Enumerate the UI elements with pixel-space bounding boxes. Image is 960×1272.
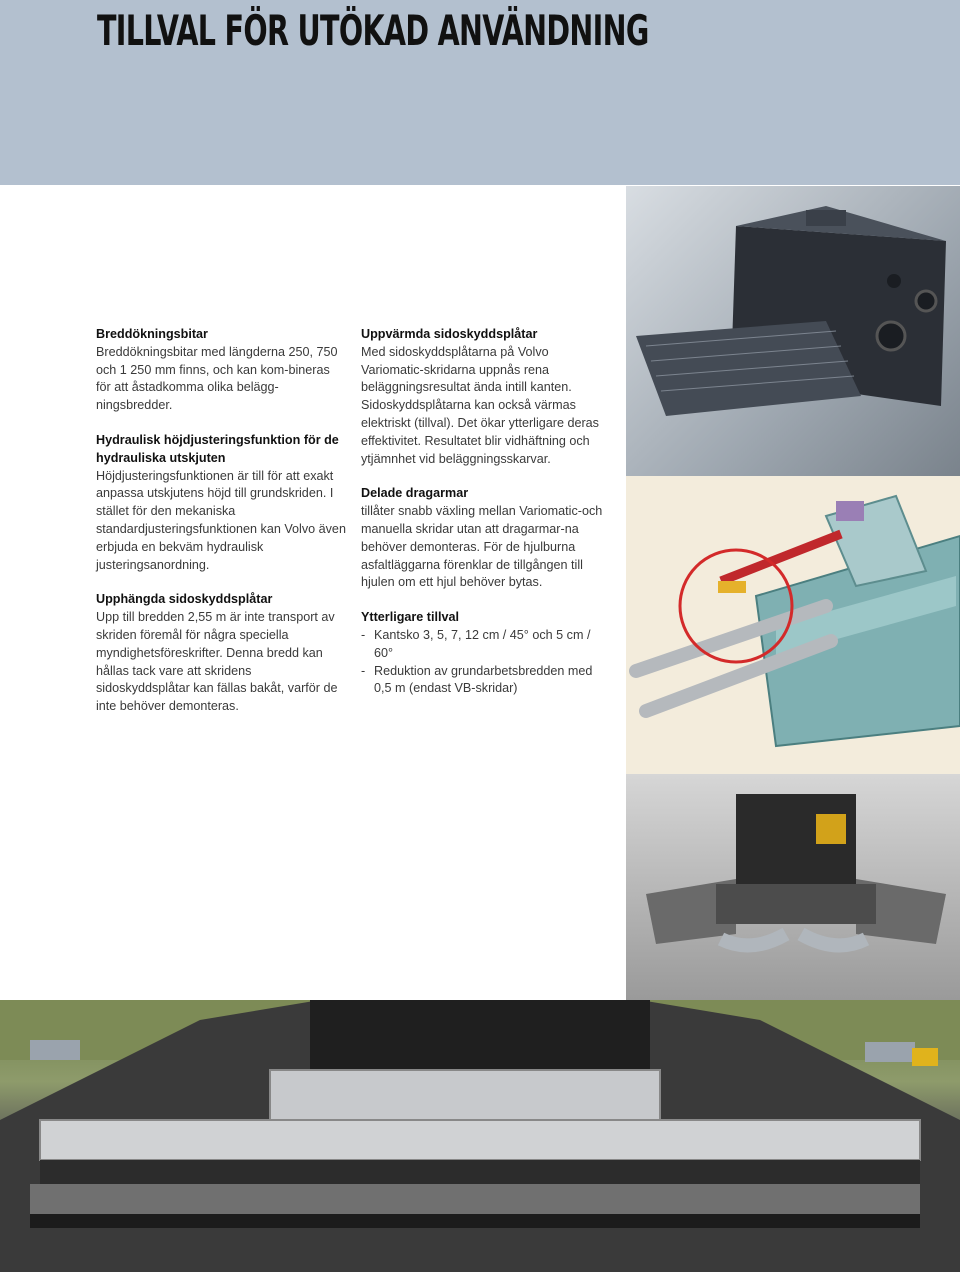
left-column: [96, 326, 346, 733]
section-split-tow-arms: [361, 485, 606, 592]
section-body: Med sidoskyddsplåtarna på Volvo Variomatic-skridarna uppnås rena beläggningsresultat ända intill kanten. Sidoskyddsplåtarna kan också värmas elektriskt (tillval). Det ökar ytterligare deras effektivitet. Resultatet blir vidhäftning och ytjämnhet vid beläggningsskarvar.: [361, 344, 599, 466]
list-item: - Reduktion av grundarbetsbredden med 0,5 m (endast VB-skridar): [361, 663, 606, 699]
section-body: Breddökningsbitar med längderna 250, 750 och 1 250 mm finns, och kan kom-bineras för att åstadkomma olika belägg-ningsbredder.: [96, 344, 338, 413]
section-additional-options: [361, 609, 606, 698]
side-plate-photo: [626, 186, 960, 476]
folding-plates-photo: [626, 774, 960, 1000]
section-heading: Breddökningsbitar: [96, 327, 208, 341]
list-item: - Kantsko 3, 5, 7, 12 cm / 45° och 5 cm / 60°: [361, 627, 606, 663]
section-hinged-side-plates: [96, 591, 346, 716]
section-hydraulic-height: [96, 432, 346, 574]
section-body: tillåter snabb växling mellan Variomatic-och manuella skridar utan att dragarmar-na behöver demonteras. För de hjulburna asfaltläggarna förenklar de tillgången till hjulen om ett hjul behöver bytas.: [361, 504, 603, 590]
section-body: Upp till bredden 2,55 m är inte transport av skriden föremål för några speciella myndighetsföreskrifter. Denna bredd kan hållas tack vare att skridens sidoskyddsplåtar kan fällas bakåt, varför de inte behöver demonteras.: [96, 610, 338, 714]
page-title: TILLVAL FÖR UTÖKAD ANVÄNDNING: [97, 6, 649, 55]
section-heading: Upphängda sidoskyddsplåtar: [96, 592, 273, 607]
section-heading: Uppvärmda sidoskyddsplåtar: [361, 327, 538, 341]
section-heated-side-plates: [361, 326, 606, 468]
tow-arm-illustration: [626, 476, 960, 774]
section-heading: Ytterligare tillval: [361, 610, 459, 625]
section-heading: Hydraulisk höjdjusteringsfunktion för de hydrauliska utskjuten: [96, 432, 339, 465]
options-list: [361, 627, 606, 698]
right-column: [361, 326, 606, 715]
section-body: Höjdjusteringsfunktionen är till för att exakt anpassa utskjutens höjd till grundskriden. I stället för den mekaniska standardjusteringsfunktionen kan Volvo även erbjuda en bekväm hydraulisk justeringsanordning.: [96, 468, 346, 572]
section-heading: Delade dragarmar: [361, 486, 469, 501]
section-width-extensions: [96, 326, 346, 415]
paver-rear-photo: [0, 1000, 960, 1272]
